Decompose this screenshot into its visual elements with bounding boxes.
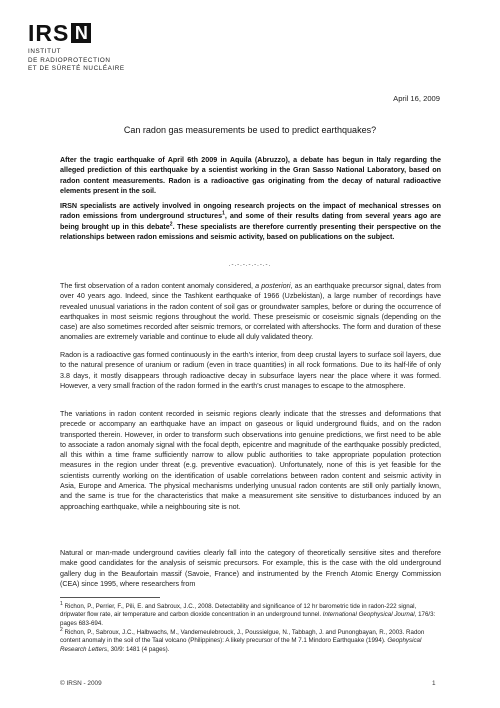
footnote-ref-1: 1 [222,210,225,217]
p2-text-c: . These specialists are therefore currently presenting their perspective on the relationships between radon emissions and seismic activity, based on publications on the subject. [60,222,441,241]
p2-text-b: , and some of their results dating from several years ago are being brought up in this debate [60,212,441,231]
document-date: April 16, 2009 [393,94,440,103]
p2-text-a: IRSN specialists are actively involved in ongoing research projects on the impact of mechanical stresses on radon emissions from underground structures [60,202,441,221]
body-paragraph-4: Natural or man-made underground cavities clearly fall into the category of theoretically sensitive sites and therefore make good candidates for the analysis of seismic precursors. For example, this is the case with the old underground gallery dug in the Beaufortain massif (Savoie, France) and instrumented by the French Atomic Energy Commission (CEA) since 1995, where researchers from [60,549,441,588]
footnote-1-text-a: Richon, P., Perrier, F., Pili, E. and Sabroux, J.C., 2008. Detectability and significance of 12 hr barometric tide in radon-222 signal, dripwater flow rate, air temperature and carbon dioxide concentration in an underground tunnel. [60,603,417,619]
p3-text-a: The first observation of a radon content anomaly considered, [60,282,256,290]
body-paragraph-1 [60,281,441,343]
body-paragraph-3: The variations in radon content recorded in seismic regions clearly indicate that the stresses and deformations that precede or accompany an earthquake have an impact on gaseous or liquid underground fluids, and on the radon transported therein. However, in order to transform such observations into genuine predictions, we first need to be able to associate a radon anomaly signal with the focal depth, epicentre and magnitude of the earthquake possibly predicted, all this within a time frame sufficiently narrow to allow public authorities to take appropriate population protection measures in the region under threat (e.g. preventive evacuation). Unfortunately, none of this is yet feasible for the scientists currently working on the identification of usable correlations between radon content and seismic activity in Asia, Europe and America. The physical mechanisms underlying unusual radon contents are still only partially known, and the same is true for the characteristics that make a measurement site sensitive to disturbances induced by an approaching earthquake, while a neighbouring site is not. [60,410,441,511]
footnote-2-text-b: , 30/9: 1481 (4 pages). [107,645,170,653]
p3-italic: a posteriori [255,282,291,290]
footnote-2-journal: Geophysical Research Letters [60,637,422,653]
document-title: Can radon gas measurements be used to predict earthquakes? [123,125,377,135]
logo-line-3b: NUCLÉAIRE [83,65,125,72]
page-number: 1 [432,680,436,687]
logo-wordmark [28,22,125,44]
footnote-1-number: 1 [60,600,63,607]
logo-subtitle [28,48,125,74]
logo-line-3 [28,65,125,74]
footnote-2-number: 2 [60,626,63,633]
footnote-2 [60,626,441,654]
body-paragraph-2: Radon is a radioactive gas formed continuously in the earth's interior, from deep crustal layers to surface soil layers, due to the natural presence of uranium or radium (even in trace quantities) in all rock formations. Due to its half-life of only 3.8 days, it mostly disappears through radioactive decay in subsurface layers near the place where it was formed. However, a very small fraction of the radon formed in the earth's crust manages to escape to the atmosphere. [60,351,441,390]
logo-line-2: DE RADIOPROTECTION [28,56,111,64]
footnote-1-text-b: , 176/3: pages 683-694. [60,611,436,627]
logo-letters: IRS [28,20,70,46]
p3-text-b: , as an earthquake precursor signal, dates from over 40 years ago. Indeed, since the Tashkent earthquake of 1966 (Uzbekistan), a large number of recordings have revealed unusual variations in the radon content of soil gas or groundwater samples, before or during the occurrence of earthquakes in most seismic regions throughout the world. These preseismic or coseismic signals (depending on the case) are also sometimes recorded after seismic tremors, or correlated with aftershocks. The form and duration of these anomalies are extremely variable and continue to elude all duly validated theory. [60,282,441,342]
irsn-logo [28,22,125,74]
footnote-divider [60,597,160,598]
copyright-footer: © IRSN - 2009 [60,680,102,687]
section-separator: .-.-.-.-.-.-.-. [228,262,272,268]
footnote-1-journal: International Geophysical Journal [322,611,415,619]
irsn-research-paragraph [60,201,441,242]
logo-n-box: N [71,23,91,43]
footnote-2-text-a: Richon, P., Sabroux, J.C., Halbwachs, M., Vandemeulebrouck, J., Poussielgue, N., Tabbagh, J. and Punongbayan, R., 2003. Radon content anomaly in the soil of the Taal volcano (Philippines): A likely precursor of the M 7.1 Mindoro Earthquake (1994). [60,629,425,645]
footnote-1 [60,600,441,628]
intro-paragraph: After the tragic earthquake of April 6th 2009 in Aquila (Abruzzo), a debate has begun in Italy regarding the alleged prediction of this earthquake by a scientist working in the Gran Sasso National Laboratory, based on radon content measurements. Radon is a radioactive gas originating from the decay of natural radioactive elements present in the soil. [60,156,441,195]
footnote-ref-2: 2 [169,221,173,228]
logo-line-3a: ET DE SÛRETÉ [28,65,84,72]
logo-line-1: INSTITUT [28,48,62,55]
